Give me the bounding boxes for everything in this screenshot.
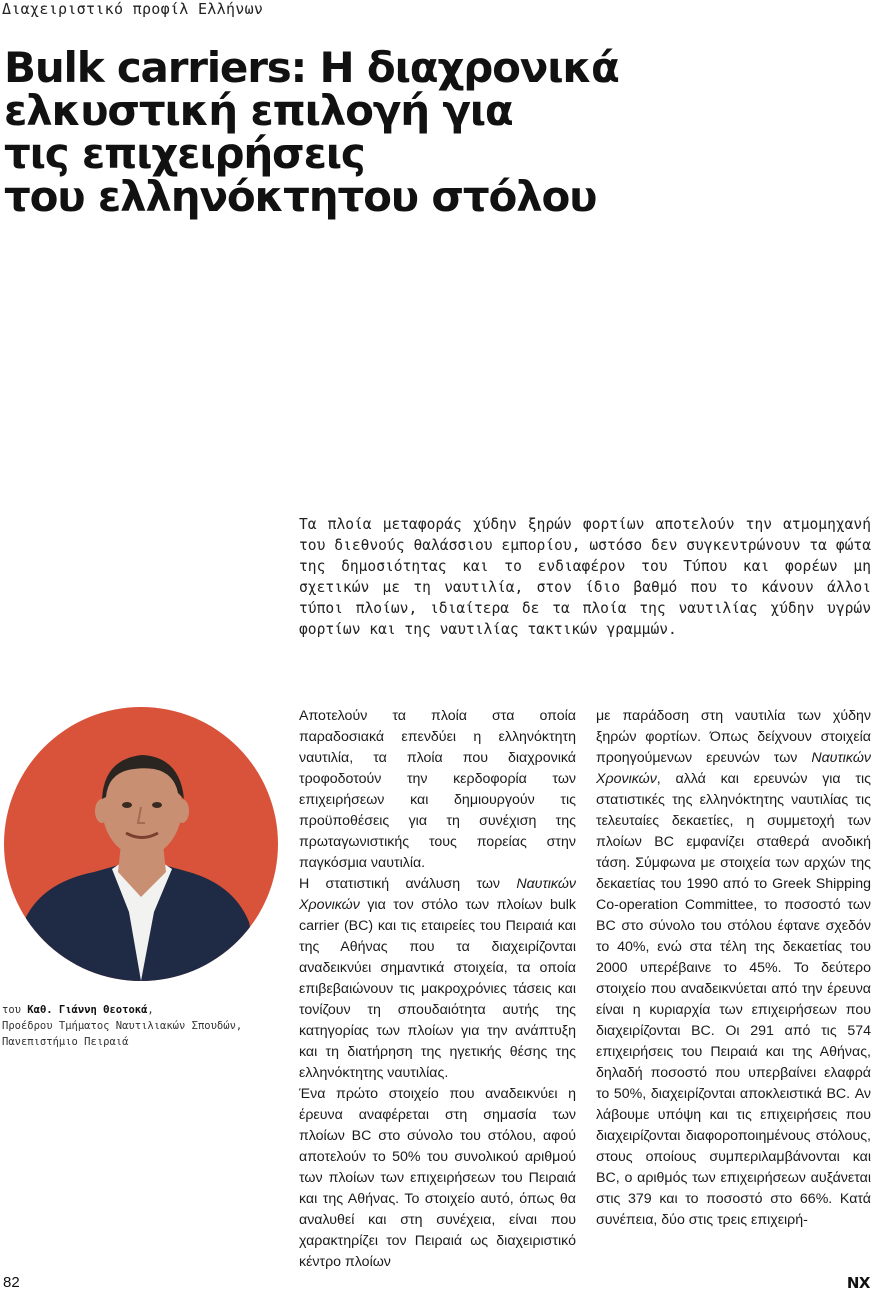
headline-line: του ελληνόκτητου στόλου [4, 172, 597, 221]
author-prefix: του [2, 1004, 21, 1016]
article-headline [4, 43, 864, 221]
publication-name: Ναυτικών Χρονικών [596, 750, 871, 787]
author-credit [2, 1002, 272, 1050]
body-column-2 [596, 706, 871, 1231]
headline-line: ελκυστική επιλογή για [4, 86, 513, 135]
author-suffix: , [147, 1004, 154, 1016]
page-number: 82 [3, 1274, 20, 1291]
author-portrait [4, 707, 278, 981]
author-byline [2, 1002, 272, 1018]
author-institution: Πανεπιστήμιο Πειραιά [2, 1036, 129, 1048]
paragraph-text: , αλλά και ερευνών για τις στατιστικές της ελληνόκτητης ναυτιλίας τις τελευταίες δεκαετίες, η συμμετοχή των πλοίων BC εμφανίζει σταθερά ανοδική τάση. Σύμφωνα με στοιχεία των αρχών της δεκαετίας του 1990 από το Greek Shipping Co-operation Committee, το ποσοστό των BC στο σύνολο του στόλου έφτανε σχεδόν το 40%, ενώ στα τέλη της δεκαετίας του 2000 υπερέβαινε το 45%. Το δεύτερο στοιχείο που αναδεικνύεται από την έρευνα είναι η κυριαρχία των επιχειρήσεων που διαχειρίζονται BC. Οι 291 από τις 574 επιχειρήσεις του Πειραιά και της Αθήνας, δηλαδή ποσοστό που υπερβαίνει ελαφρά το 50%, διαχειρίζονται αποκλειστικά BC. Αν λάβουμε υπόψη και τις επιχειρήσεις που διαχειρίζονται διαφοροποιημένους στόλους, στους οποίους συμπεριλαμβάνονται και BC, ο αριθμός των επιχειρήσεων αυξάνεται στις 379 και το ποσοστό στο 66%. Κατά συνέπεια, δύο στις τρεις επιχειρή- [596, 771, 871, 1228]
body-paragraph: Αποτελούν τα πλοία στα οποία παραδοσιακά επενδύει η ελληνόκτητη ναυτιλία, τα πλοία που διαχρονικά τροφοδοτούν την κερδοφορία των επιχειρήσεων και δημιουργούν τις προϋποθέσεις για τη συνέχιση της πρωταγωνιστικής τους πορείας στην παγκόσμια ναυτιλία. [299, 708, 576, 871]
body-paragraph: Ένα πρώτο στοιχείο που αναδεικνύει η έρευνα αναφέρεται στη σημασία των πλοίων BC στο σύνολο του στόλου, αφού αποτελούν το 50% του συνολικού αριθμού των πλοίων των επιχειρήσεων του Πειραιά και της Αθήνας. Το στοιχείο αυτό, όπως θα αναλυθεί και στη συνέχεια, είναι που χαρακτηρίζει τον Πειραιά ως διαχειριστικό κέντρο πλοίων [299, 1086, 576, 1270]
paragraph-text: για τον στόλο των πλοίων bulk carrier (BC) και τις εταιρείες του Πειραιά και της Αθήνας που τα διαχειρίζονται αναδεικνύει σημαντικά στοιχεία, τα οποία επιβεβαιώνουν τις μακροχρόνιες τάσεις και τονίζουν τη σπουδαιότητα αυτής της κατηγορίας των πλοίων για την ανάπτυξη και τη διατήρηση της ηγετικής θέσης της ελληνόκτητης ναυτιλίας. [299, 897, 576, 1081]
headline-line: τις επιχειρήσεις [4, 129, 365, 178]
headline-line: Bulk carriers: Η διαχρονικά [4, 43, 619, 92]
body-column-1 [299, 706, 576, 1273]
brand-logo: NX [846, 1274, 870, 1292]
body-paragraph [299, 874, 576, 1084]
publication-name: Ναυτικών Χρονικών [299, 876, 576, 913]
paragraph-text: με παράδοση στη ναυτιλία των χύδην ξηρών φορτίων. Όπως δείχνουν στοιχεία προηγούμενων ερευνών των [596, 708, 871, 766]
author-name: Καθ. Γιάννη Θεοτοκά [27, 1004, 148, 1016]
author-position: Προέδρου Τμήματος Ναυτιλιακών Σπουδών, [2, 1020, 243, 1032]
author-portrait-illustration [4, 707, 278, 981]
body-paragraph [596, 706, 871, 1231]
lead-paragraph: Τα πλοία μεταφοράς χύδην ξηρών φορτίων αποτελούν την ατμομηχανή του διεθνούς θαλάσσιου εμπορίου, ωστόσο δεν συγκεντρώνουν τα φώτα της δημοσιότητας και το ενδιαφέρον του Τύπου και φορέων μη σχετικών με τη ναυτιλία, στον ίδιο βαθμό που το κάνουν άλλοι τύποι πλοίων, ιδιαίτερα δε τα πλοία της ναυτιλίας χύδην υγρών φορτίων και της ναυτιλίας τακτικών γραμμών. [299, 516, 871, 638]
section-label: Διαχειριστικό προφίλ Ελλήνων [2, 0, 264, 18]
paragraph-text: Η στατιστική ανάλυση των [299, 876, 517, 892]
